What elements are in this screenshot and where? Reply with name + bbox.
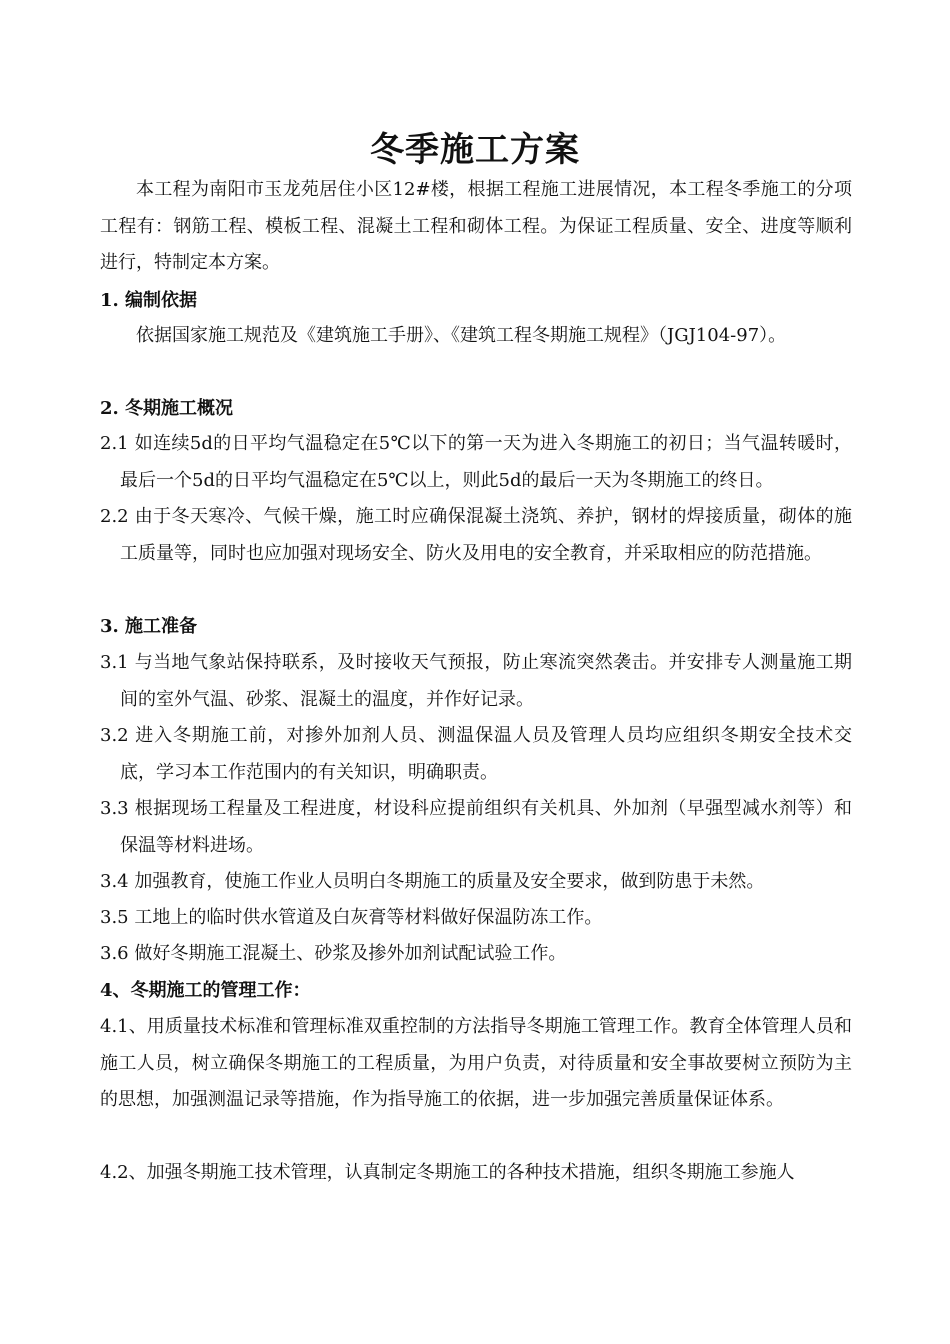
section-3-paragraph-5: 3.5 工地上的临时供水管道及白灰膏等材料做好保温防冻工作。 — [100, 907, 603, 928]
document-title: 冬季施工方案 — [370, 130, 580, 170]
section-2-heading: 2. 冬期施工概况 — [100, 398, 234, 419]
section-4-paragraph-2: 4.2、加强冬期施工技术管理，认真制定冬期施工的各种技术措施，组织冬期施工参施人 — [100, 1162, 795, 1183]
intro-paragraph: 本工程为南阳市玉龙苑居住小区12#楼，根据工程施工进展情况，本工程冬季施工的分项工程有：钢筋工程、模板工程、混凝土工程和砌体工程。为保证工程质量、安全、进度等顺利进行，特制定本方案。 — [100, 179, 852, 273]
section-3-paragraph-6: 3.6 做好冬期施工混凝土、砂浆及掺外加剂试配试验工作。 — [100, 943, 567, 964]
section-3-paragraph-3: 3.3 根据现场工程量及工程进度，材设科应提前组织有关机具、外加剂（早强型减水剂等）和保温等材料进场。 — [100, 798, 852, 856]
section-3-heading: 3. 施工准备 — [100, 616, 198, 637]
section-2-paragraph-2: 2.2 由于冬天寒冷、气候干燥，施工时应确保混凝土浇筑、养护，钢材的焊接质量，砌体的施工质量等，同时也应加强对现场安全、防火及用电的安全教育，并采取相应的防范措施。 — [100, 506, 852, 564]
section-3-paragraph-1: 3.1 与当地气象站保持联系，及时接收天气预报，防止寒流突然袭击。并安排专人测量施工期间的室外气温、砂浆、混凝土的温度，并作好记录。 — [100, 652, 852, 710]
section-3-paragraph-2: 3.2 进入冬期施工前，对掺外加剂人员、测温保温人员及管理人员均应组织冬期安全技术交底，学习本工作范围内的有关知识，明确职责。 — [100, 725, 852, 783]
section-1-heading: 1. 编制依据 — [100, 290, 198, 311]
section-3-paragraph-4: 3.4 加强教育，使施工作业人员明白冬期施工的质量及安全要求，做到防患于未然。 — [100, 871, 765, 892]
section-4-paragraph-1: 4.1、用质量技术标准和管理标准双重控制的方法指导冬期施工管理工作。教育全体管理人员和施工人员，树立确保冬期施工的工程质量，为用户负责，对待质量和安全事故要树立预防为主的思想，加强测温记录等措施，作为指导施工的依据，进一步加强完善质量保证体系。 — [100, 1016, 852, 1110]
section-4-heading: 4、冬期施工的管理工作： — [100, 980, 311, 1001]
section-1-paragraph-1: 依据国家施工规范及《建筑施工手册》、《建筑工程冬期施工规程》（JGJ104-97）。 — [136, 325, 787, 346]
section-2-paragraph-1: 2.1 如连续5d的日平均气温稳定在5℃以下的第一天为进入冬期施工的初日；当气温转暖时，最后一个5d的日平均气温稳定在5℃以上，则此5d的最后一天为冬期施工的终日。 — [100, 433, 852, 491]
